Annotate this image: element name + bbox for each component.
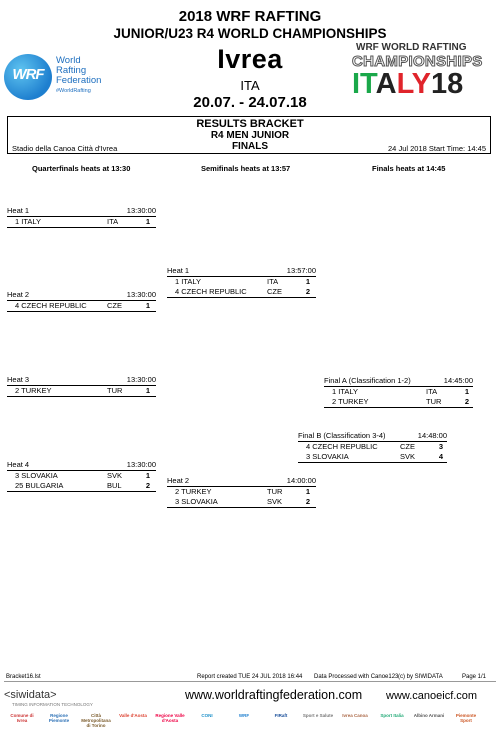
team-name: 3 SLOVAKIA: [306, 452, 349, 461]
heat-rank: 1: [145, 386, 150, 395]
sponsor-logo: Regione Piemonte: [48, 713, 70, 723]
heat-label: Final B (Classification 3-4): [298, 431, 386, 440]
heat-block: [7, 375, 156, 397]
sponsor-logo: Albino Armani: [413, 713, 445, 718]
sponsor-logo: Regione Valle d'Aosta: [155, 713, 185, 723]
team-name: 3 SLOVAKIA: [175, 497, 218, 506]
country-code: CZE: [107, 301, 122, 310]
heat-row: [324, 397, 473, 407]
country-code: SVK: [400, 452, 416, 461]
heat-results: [167, 486, 316, 508]
siwidata-tagline: TIMING INFORMATION TECHNOLOGY: [12, 702, 93, 707]
heat-time: 13:57:00: [286, 266, 316, 275]
heat-block: [167, 266, 316, 298]
country-code: TUR: [426, 397, 442, 406]
heat-rank: 2: [305, 497, 310, 506]
heat-time: 13:30:00: [126, 375, 156, 384]
heat-time: 13:30:00: [126, 460, 156, 469]
heat-rank: 2: [145, 481, 150, 490]
heat-rank: 1: [305, 277, 310, 286]
sponsor-logo: FIRaft: [274, 713, 288, 718]
results-category: R4 MEN JUNIOR: [210, 130, 290, 141]
heat-results: [7, 300, 156, 312]
team-name: 4 CZECH REPUBLIC: [306, 442, 378, 451]
event-title: 2018 WRF RAFTING: [178, 8, 322, 25]
team-name: 4 CZECH REPUBLIC: [175, 287, 247, 296]
team-name: 1 ITALY: [15, 217, 41, 226]
heat-rank: 1: [145, 301, 150, 310]
sponsor-logo: Sport Italia: [380, 713, 404, 718]
team-name: 25 BULGARIA: [15, 481, 64, 490]
country-code: ITA: [426, 387, 438, 396]
championship-logo-line1: WRF WORLD RAFTING: [356, 42, 467, 53]
footer-page: Page 1/1: [462, 674, 487, 680]
heat-results: [7, 216, 156, 228]
heat-row: [167, 497, 316, 507]
results-title: RESULTS BRACKET: [196, 118, 304, 130]
country-code: CZE: [400, 442, 415, 451]
wrf-logo-text: World Rafting Federation: [56, 55, 102, 86]
team-name: 2 TURKEY: [15, 386, 52, 395]
heat-block: [7, 290, 156, 312]
venue-name: Stadio della Canoa Città d'Ivrea: [12, 144, 118, 153]
heat-results: [167, 276, 316, 298]
sponsor-logo: Città Metropolitana di Torino: [81, 713, 111, 728]
heat-label: Final A (Classification 1-2): [324, 376, 411, 385]
heat-rank: 1: [305, 487, 310, 496]
country-code: CZE: [267, 287, 282, 296]
heat-row: [167, 487, 316, 497]
heat-rank: 1: [145, 217, 150, 226]
sponsor-logo: Sport e Salute: [302, 713, 334, 718]
heat-row: [298, 442, 447, 452]
sponsor-logo: Valle d'Aosta: [119, 713, 147, 718]
heat-label: Heat 2: [167, 476, 190, 485]
heat-label: Heat 4: [7, 460, 30, 469]
heat-label: Heat 1: [167, 266, 190, 275]
championship-logo-italy18: ITALY18: [352, 68, 464, 100]
heat-rank: 1: [145, 471, 150, 480]
heat-label: Heat 2: [7, 290, 30, 299]
sponsor-logo: WRF: [238, 713, 250, 718]
results-phase: FINALS: [231, 141, 269, 152]
heat-block: [324, 376, 473, 408]
heat-time: 14:45:00: [443, 376, 473, 385]
wrf-logo-mark: WRF: [12, 66, 44, 83]
finals-header: Finals heats at 14:45: [372, 164, 446, 173]
semifinals-header: Semifinals heats at 13:57: [201, 164, 291, 173]
siwidata-logo: <siwidata>: [4, 689, 57, 701]
heat-row: [7, 481, 156, 491]
team-name: 4 CZECH REPUBLIC: [15, 301, 87, 310]
team-name: 1 ITALY: [332, 387, 358, 396]
event-city: Ivrea: [217, 44, 283, 74]
footer-copyright: (c) by SIWIDATA: [398, 674, 443, 680]
wrf-hashtag: #WorldRafting: [56, 88, 91, 94]
heat-time: 14:48:00: [417, 431, 447, 440]
heat-row: [7, 301, 156, 311]
country-code: SVK: [267, 497, 283, 506]
heat-row: [7, 217, 156, 227]
team-name: 1 ITALY: [175, 277, 201, 286]
event-subtitle: JUNIOR/U23 R4 WORLD CHAMPIONSHIPS: [113, 26, 387, 41]
heat-results: [298, 441, 447, 463]
heat-time: 14:00:00: [286, 476, 316, 485]
heat-rank: 2: [464, 397, 469, 406]
heat-block: [7, 206, 156, 228]
heat-rank: 1: [464, 387, 469, 396]
heat-rank: 3: [438, 442, 443, 451]
sponsor-logo: Comune di Ivrea: [10, 713, 34, 723]
team-name: 3 SLOVAKIA: [15, 471, 58, 480]
heat-results: [7, 470, 156, 492]
footer-file: Bracket16.lst: [6, 674, 41, 680]
team-name: 2 TURKEY: [332, 397, 369, 406]
heat-label: Heat 1: [7, 206, 30, 215]
heat-row: [167, 287, 316, 297]
start-time: 24 Jul 2018 Start Time: 14:45: [388, 144, 486, 153]
country-code: BUL: [107, 481, 122, 490]
heat-row: [298, 452, 447, 462]
results-header-box: [7, 116, 491, 154]
footer-processed: Data Processed with Canoe123: [314, 674, 399, 680]
wrf-logo: [4, 52, 124, 102]
footer-created: Report created TUE 24 JUL 2018 16:44: [197, 674, 303, 680]
team-name: 2 TURKEY: [175, 487, 212, 496]
championship-logo: [350, 42, 500, 98]
heat-row: [167, 277, 316, 287]
heat-row: [324, 387, 473, 397]
country-code: ITA: [267, 277, 279, 286]
heat-time: 13:30:00: [126, 290, 156, 299]
country-code: TUR: [267, 487, 283, 496]
sponsor-logo: CONI: [201, 713, 213, 718]
sponsor-logo: Ivrea Canoa: [342, 713, 368, 718]
sponsor-logo: Piemonte Sport: [455, 713, 477, 723]
heat-block: [7, 460, 156, 492]
country-code: ITA: [107, 217, 119, 226]
country-code: TUR: [107, 386, 123, 395]
heat-block: [298, 431, 447, 463]
heat-label: Heat 3: [7, 375, 30, 384]
event-dates: 20.07. - 24.07.18: [193, 94, 307, 111]
heat-results: [7, 385, 156, 397]
heat-time: 13:30:00: [126, 206, 156, 215]
heat-results: [324, 386, 473, 408]
championship-logo-line2: CHAMPIONSHIPS: [352, 53, 483, 70]
footer-divider: [4, 681, 496, 682]
wrf-url[interactable]: www.worldraftingfederation.com: [185, 688, 363, 702]
country-code: SVK: [107, 471, 123, 480]
quarterfinals-header: Quarterfinals heats at 13:30: [32, 164, 131, 173]
icf-url[interactable]: www.canoeicf.com: [386, 690, 478, 702]
heat-row: [7, 471, 156, 481]
heat-rank: 4: [438, 452, 443, 461]
heat-rank: 2: [305, 287, 310, 296]
heat-block: [167, 476, 316, 508]
event-country: ITA: [240, 78, 260, 93]
heat-row: [7, 386, 156, 396]
